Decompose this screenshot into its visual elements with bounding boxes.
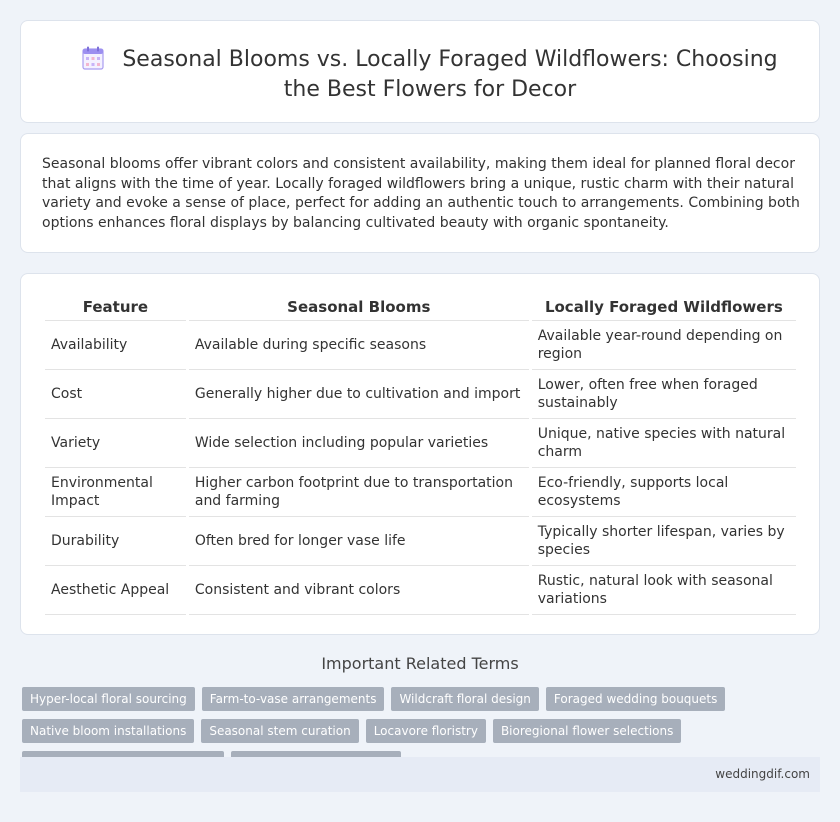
- feature-cell: Variety: [45, 419, 186, 468]
- table-row: [45, 321, 796, 370]
- footer-site-link[interactable]: weddingdif.com: [715, 767, 810, 781]
- related-tag[interactable]: Farm-to-vase arrangements: [202, 687, 385, 711]
- seasonal-cell: Consistent and vibrant colors: [189, 566, 529, 615]
- foraged-cell: Typically shorter lifespan, varies by species: [532, 517, 796, 566]
- footer: [20, 757, 820, 792]
- related-tag[interactable]: Bioregional flower selections: [493, 719, 681, 743]
- related-tag[interactable]: Foraged wedding bouquets: [546, 687, 725, 711]
- foraged-cell: Eco-friendly, supports local ecosystems: [532, 468, 796, 517]
- seasonal-cell: Available during specific seasons: [189, 321, 529, 370]
- related-tag[interactable]: Native bloom installations: [22, 719, 194, 743]
- calendar-icon: [82, 46, 104, 70]
- feature-cell: Aesthetic Appeal: [45, 566, 186, 615]
- summary-card: [20, 133, 820, 253]
- table-row: [45, 468, 796, 517]
- related-tag[interactable]: Locavore floristry: [366, 719, 486, 743]
- table-row: [45, 566, 796, 615]
- seasonal-cell: Often bred for longer vase life: [189, 517, 529, 566]
- related-terms-heading: Important Related Terms: [321, 654, 519, 673]
- table-row: [45, 370, 796, 419]
- seasonal-cell: Generally higher due to cultivation and import: [189, 370, 529, 419]
- feature-cell: Durability: [45, 517, 186, 566]
- comparison-table: [42, 295, 799, 615]
- table-header-row: [45, 295, 796, 321]
- related-tag[interactable]: Hyper-local floral sourcing: [22, 687, 195, 711]
- table-row: [45, 517, 796, 566]
- summary-text: Seasonal blooms offer vibrant colors and consistent availability, making them ideal for planned floral decor that aligns with the time of year. Locally foraged wildflowers bring a unique, rustic charm with their natural variety and evoke a sense of place, perfect for adding an authentic touch to arrangements. Combining both options enhances floral displays by balancing cultivated beauty with organic spontaneity.: [42, 156, 800, 231]
- table-row: [45, 419, 796, 468]
- related-tag[interactable]: Wildcraft floral design: [391, 687, 538, 711]
- header-seasonal-blooms: Seasonal Blooms: [189, 295, 529, 321]
- foraged-cell: Lower, often free when foraged sustainably: [532, 370, 796, 419]
- header-foraged-wildflowers: Locally Foraged Wildflowers: [532, 295, 796, 321]
- foraged-cell: Rustic, natural look with seasonal variations: [532, 566, 796, 615]
- page-title-wrap: [61, 45, 799, 105]
- feature-cell: Environmental Impact: [45, 468, 186, 517]
- seasonal-cell: Higher carbon footprint due to transportation and farming: [189, 468, 529, 517]
- page-title: Seasonal Blooms vs. Locally Foraged Wildflowers: Choosing the Best Flowers for Decor: [122, 47, 778, 102]
- feature-cell: Cost: [45, 370, 186, 419]
- header-feature: Feature: [45, 295, 186, 321]
- comparison-table-card: [20, 273, 820, 635]
- foraged-cell: Available year-round depending on region: [532, 321, 796, 370]
- header-card: [20, 20, 820, 123]
- related-tag[interactable]: Seasonal stem curation: [201, 719, 358, 743]
- foraged-cell: Unique, native species with natural charm: [532, 419, 796, 468]
- seasonal-cell: Wide selection including popular varieties: [189, 419, 529, 468]
- feature-cell: Availability: [45, 321, 186, 370]
